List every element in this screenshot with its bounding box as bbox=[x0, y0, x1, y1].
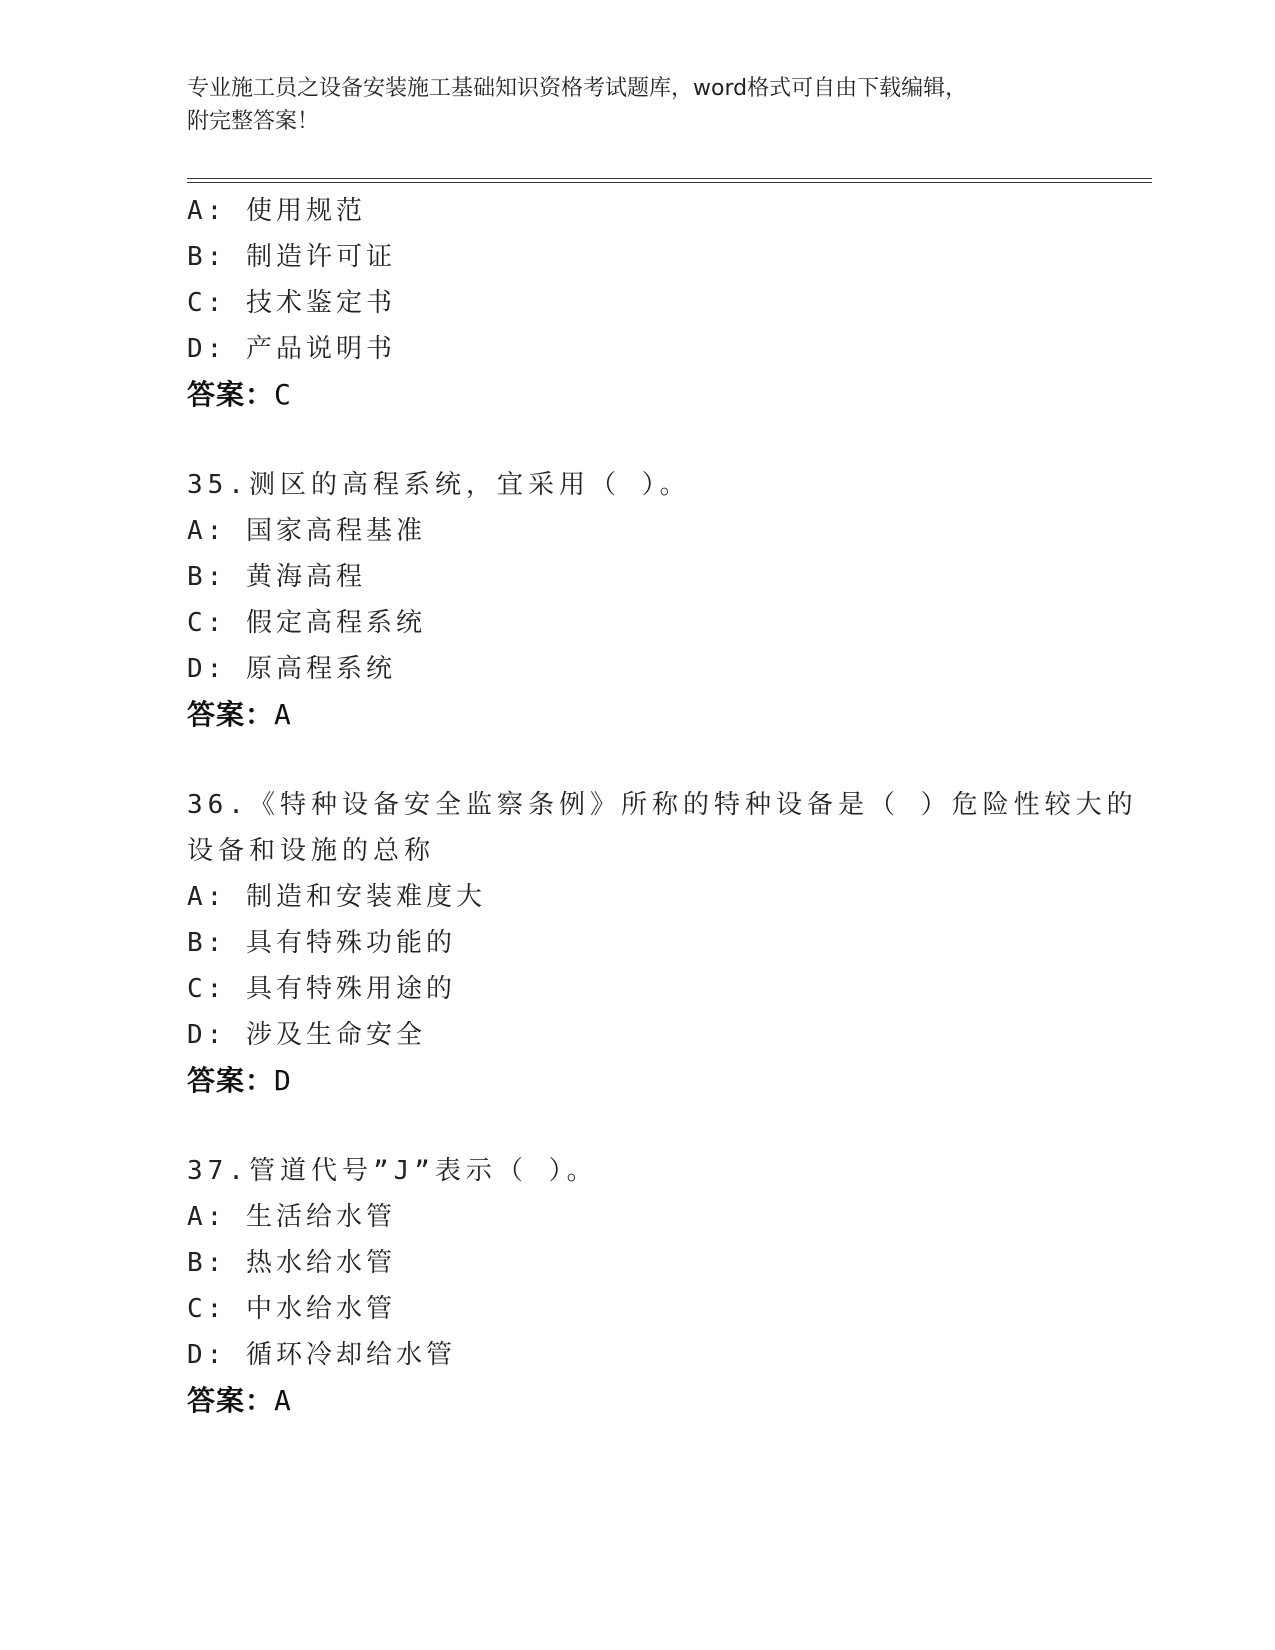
header-divider-bottom bbox=[187, 182, 1152, 183]
option-b: B: 具有特殊功能的 bbox=[187, 928, 456, 958]
option-c: C: 中水给水管 bbox=[187, 1294, 396, 1324]
answer-value: C bbox=[274, 378, 292, 411]
question-37 bbox=[187, 1148, 1152, 1424]
document-header bbox=[187, 72, 1087, 138]
option-b: B: 热水给水管 bbox=[187, 1248, 396, 1278]
option-b: B: 制造许可证 bbox=[187, 242, 396, 272]
option-a: A: 生活给水管 bbox=[187, 1202, 396, 1232]
option-c: C: 技术鉴定书 bbox=[187, 288, 396, 318]
answer-label: 答案： bbox=[187, 378, 275, 411]
header-line-1: 专业施工员之设备安装施工基础知识资格考试题库，word格式可自由下载编辑， bbox=[187, 76, 968, 101]
question-36 bbox=[187, 782, 1152, 1104]
option-a: A: 使用规范 bbox=[187, 196, 366, 226]
answer-value: A bbox=[274, 1384, 292, 1417]
option-d: D: 原高程系统 bbox=[187, 654, 396, 684]
option-b: B: 黄海高程 bbox=[187, 562, 366, 592]
header-divider-top bbox=[187, 178, 1152, 179]
question-stem-line-1: 36.《特种设备安全监察条例》所称的特种设备是（ ）危险性较大的 bbox=[187, 790, 1138, 820]
question-stem-line-2: 设备和设施的总称 bbox=[187, 836, 436, 866]
question-34 bbox=[187, 188, 1152, 418]
question-35 bbox=[187, 462, 1152, 738]
option-c: C: 具有特殊用途的 bbox=[187, 974, 456, 1004]
answer-value: D bbox=[274, 1064, 292, 1097]
answer-value: A bbox=[274, 698, 292, 731]
answer-line bbox=[187, 692, 1152, 738]
answer-line bbox=[187, 1378, 1152, 1424]
option-a: A: 制造和安装难度大 bbox=[187, 882, 486, 912]
question-stem: 37.管道代号”J”表示（ ）。 bbox=[187, 1156, 598, 1186]
question-list bbox=[187, 188, 1152, 1424]
question-stem: 35.测区的高程系统，宜采用（ ）。 bbox=[187, 470, 691, 500]
option-a: A: 国家高程基准 bbox=[187, 516, 426, 546]
header-line-2: 附完整答案！ bbox=[187, 109, 320, 134]
answer-label: 答案： bbox=[187, 1384, 275, 1417]
answer-line bbox=[187, 1058, 1152, 1104]
answer-label: 答案： bbox=[187, 1064, 275, 1097]
answer-line bbox=[187, 372, 1152, 418]
option-d: D: 产品说明书 bbox=[187, 334, 396, 364]
option-c: C: 假定高程系统 bbox=[187, 608, 426, 638]
option-d: D: 涉及生命安全 bbox=[187, 1020, 426, 1050]
answer-label: 答案： bbox=[187, 698, 275, 731]
option-d: D: 循环冷却给水管 bbox=[187, 1340, 456, 1370]
